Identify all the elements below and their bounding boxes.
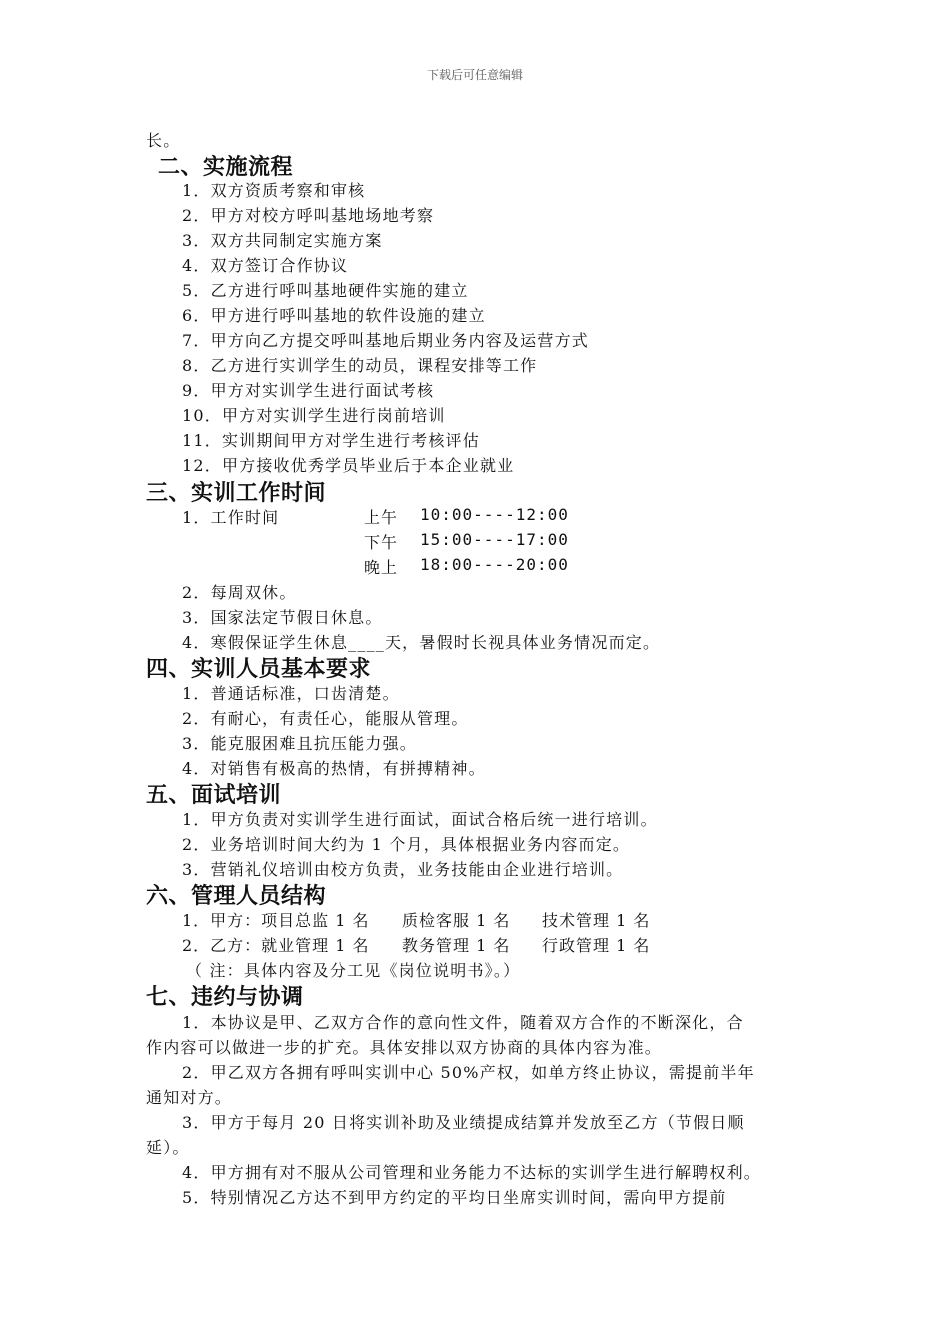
list-item: 12．甲方接收优秀学员毕业后于本企业就业 bbox=[182, 456, 515, 475]
paragraph-line: 2．甲乙双方各拥有呼叫实训中心 50%产权，如单方终止协议，需提前半年 bbox=[182, 1063, 755, 1082]
section-5-heading: 五、面试培训 bbox=[146, 783, 282, 808]
paragraph-line: 4．甲方拥有对不服从公司管理和业务能力不达标的实训学生进行解聘权利。 bbox=[182, 1163, 761, 1182]
paragraph-line: 1．本协议是甲、乙双方合作的意向性文件，随着双方合作的不断深化，合 bbox=[182, 1013, 744, 1032]
paragraph-line: 通知对方。 bbox=[146, 1088, 233, 1107]
list-item: 3．营销礼仪培训由校方负责，业务技能由企业进行培训。 bbox=[182, 860, 624, 879]
list-item: 1．普通话标准，口齿清楚。 bbox=[182, 684, 400, 703]
staff-row-label: 1．甲方：项目总监 1 名 bbox=[182, 911, 370, 930]
staff-row-cell: 技术管理 1 名 bbox=[542, 911, 651, 930]
list-item: 4．对销售有极高的热情，有拼搏精神。 bbox=[182, 759, 486, 778]
work-time-label: 1．工作时间 bbox=[182, 508, 280, 527]
intro-tail-text: 长。 bbox=[146, 131, 181, 150]
list-item: 4．双方签订合作协议 bbox=[182, 256, 349, 275]
list-item: 7．甲方向乙方提交呼叫基地后期业务内容及运营方式 bbox=[182, 331, 589, 350]
staff-row-cell: 教务管理 1 名 bbox=[402, 936, 511, 955]
paragraph-line: 3．甲方于每月 20 日将实训补助及业绩提成结算并发放至乙方（节假日顺 bbox=[182, 1113, 745, 1132]
list-item: 1．甲方负责对实训学生进行面试，面试合格后统一进行培训。 bbox=[182, 810, 658, 829]
list-item: 2．业务培训时间大约为 1 个月，具体根据业务内容而定。 bbox=[182, 835, 631, 854]
list-item: 11．实训期间甲方对学生进行考核评估 bbox=[182, 431, 480, 450]
schedule-period: 上午 bbox=[364, 508, 399, 527]
list-item: 2．甲方对校方呼叫基地场地考察 bbox=[182, 206, 435, 225]
staff-row-cell: 质检客服 1 名 bbox=[402, 911, 511, 930]
list-item: 10．甲方对实训学生进行岗前培训 bbox=[182, 406, 446, 425]
section-2-heading: 二、实施流程 bbox=[158, 155, 294, 180]
paragraph-line: 作内容可以做进一步的扩充。具体安排以双方协商的具体内容为准。 bbox=[146, 1038, 663, 1057]
page-header-note: 下载后可任意编辑 bbox=[426, 68, 523, 82]
section-6-heading: 六、管理人员结构 bbox=[146, 884, 327, 909]
list-item: 2．每周双休。 bbox=[182, 583, 297, 602]
list-item: 4．寒假保证学生休息____天，暑假时长视具体业务情况而定。 bbox=[182, 633, 661, 652]
schedule-time: 15:00----17:00 bbox=[420, 530, 569, 549]
schedule-period: 下午 bbox=[364, 533, 399, 552]
staff-row-label: 2．乙方：就业管理 1 名 bbox=[182, 936, 370, 955]
schedule-time: 10:00----12:00 bbox=[420, 505, 569, 524]
schedule-time: 18:00----20:00 bbox=[420, 555, 569, 574]
paragraph-line: 延）。 bbox=[146, 1138, 190, 1157]
list-item: 5．乙方进行呼叫基地硬件实施的建立 bbox=[182, 281, 469, 300]
section-4-heading: 四、实训人员基本要求 bbox=[146, 657, 372, 682]
schedule-period: 晚上 bbox=[364, 558, 399, 577]
staff-note: （ 注：具体内容及分工见《岗位说明书》。） bbox=[186, 961, 521, 980]
list-item: 3．国家法定节假日休息。 bbox=[182, 608, 383, 627]
list-item: 3．双方共同制定实施方案 bbox=[182, 231, 383, 250]
list-item: 1．双方资质考察和审核 bbox=[182, 181, 366, 200]
list-item: 3．能克服困难且抗压能力强。 bbox=[182, 734, 417, 753]
list-item: 9．甲方对实训学生进行面试考核 bbox=[182, 381, 435, 400]
list-item: 6．甲方进行呼叫基地的软件设施的建立 bbox=[182, 306, 486, 325]
staff-row-cell: 行政管理 1 名 bbox=[542, 936, 651, 955]
paragraph-line: 5．特别情况乙方达不到甲方约定的平均日坐席实训时间，需向甲方提前 bbox=[182, 1188, 727, 1207]
list-item: 8．乙方进行实训学生的动员，课程安排等工作 bbox=[182, 356, 538, 375]
list-item: 2．有耐心，有责任心，能服从管理。 bbox=[182, 709, 469, 728]
section-7-heading: 七、违约与协调 bbox=[146, 985, 304, 1010]
section-3-heading: 三、实训工作时间 bbox=[146, 481, 327, 506]
